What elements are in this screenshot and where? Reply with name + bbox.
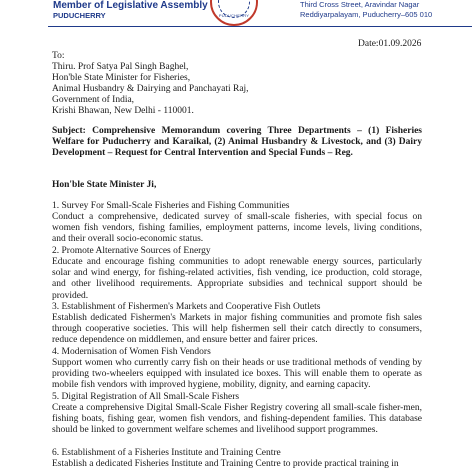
point-4-title: 4. Modernisation of Women Fish Vendors (52, 347, 211, 357)
letterhead-address (300, 0, 432, 20)
point-6-title: 6. Establishment of a Fisheries Institute and Training Centre (52, 448, 281, 458)
letter-date: Date:01.09.2026 (358, 39, 422, 49)
point-3-title: 3. Establishment of Fishermen's Markets and Cooperative Fish Outlets (52, 302, 321, 312)
subject: Subject: Comprehensive Memorandum covering Three Departments – (1) Fisheries Welfare for Puducherry and Karaikal, (2) Animal Husbandry & Livestock, and (3) Dairy Development – Request for Central Intervention and Special Funds – Reg. (52, 126, 422, 159)
point-5-title: 5. Digital Registration of All Small-Scale Fishers (52, 392, 240, 402)
letterhead-place: PUDUCHERRY (53, 11, 106, 20)
recipient-line4: Government of India, (52, 95, 135, 105)
recipient-line2: Hon'ble State Minister for Fisheries, (52, 73, 191, 83)
point-1-body: Conduct a comprehensive, dedicated survey of small-scale fisheries, with special focus on women fish vendors, fishing families, employment patterns, income levels, living conditions, and their overall socio-economic status. (52, 212, 422, 245)
recipient-to: To: (52, 51, 65, 61)
letterhead (0, 0, 472, 26)
recipient-line3: Animal Husbandry & Dairying and Panchayati Raj, (52, 84, 249, 94)
letterhead-org-line: Member of Legislative Assembly (53, 0, 208, 11)
letterhead-address-line2: Reddiyarpalayam, Puducherry–605 010 (300, 10, 433, 19)
point-5-body: Create a comprehensive Digital Small-Scale Fisher Registry covering all small-scale fisher-men, fishing boats, fishing gear, women fish vendors, and fishing-dependent families. This database should be linked to government welfare schemes and livelihood support programmes. (52, 403, 422, 436)
point-3-body: Establish dedicated Fishermen's Markets in major fishing communities and promote fish sales through cooperative societies. This will help fishermen sell their catch directly to consumers, reduce dependence on middlemen, and ensure better and fairer prices. (52, 313, 422, 346)
salutation: Hon'ble State Minister Ji, (52, 180, 157, 190)
point-4-body: Support women who currently carry fish on their heads or use traditional methods of vending by providing two-wheelers equipped with insulated ice boxes. This will enable them to operate as mobile fish vendors with improved hygiene, mobility, dignity, and earning capacity. (52, 358, 422, 391)
letterhead-address-line1: Third Cross Street, Aravindar Nagar (300, 0, 420, 9)
point-2-body: Educate and encourage fishing communities to adopt renewable energy sources, particularly solar and wind energy, for fishing-related activities, fish vending, ice production, cold storage, and other livelihood requirements. Appropriate subsidies and technical support should be provided. (52, 257, 422, 301)
recipient-line5: Krishi Bhawan, New Delhi - 110001. (52, 106, 194, 116)
letterhead-left (53, 0, 208, 21)
point-2-title: 2. Promote Alternative Sources of Energy (52, 246, 211, 256)
point-1-title: 1. Survey For Small-Scale Fisheries and Fishing Communities (52, 201, 290, 211)
recipient-line1: Thiru. Prof Satya Pal Singh Baghel, (52, 62, 189, 72)
emblem-text: PUDUCHERRY (218, 13, 250, 18)
emblem-seal-icon (210, 0, 258, 26)
letterhead-divider (48, 26, 472, 27)
point-6-body: Establish a dedicated Fisheries Institute and Training Centre to provide practical training in (52, 459, 399, 469)
